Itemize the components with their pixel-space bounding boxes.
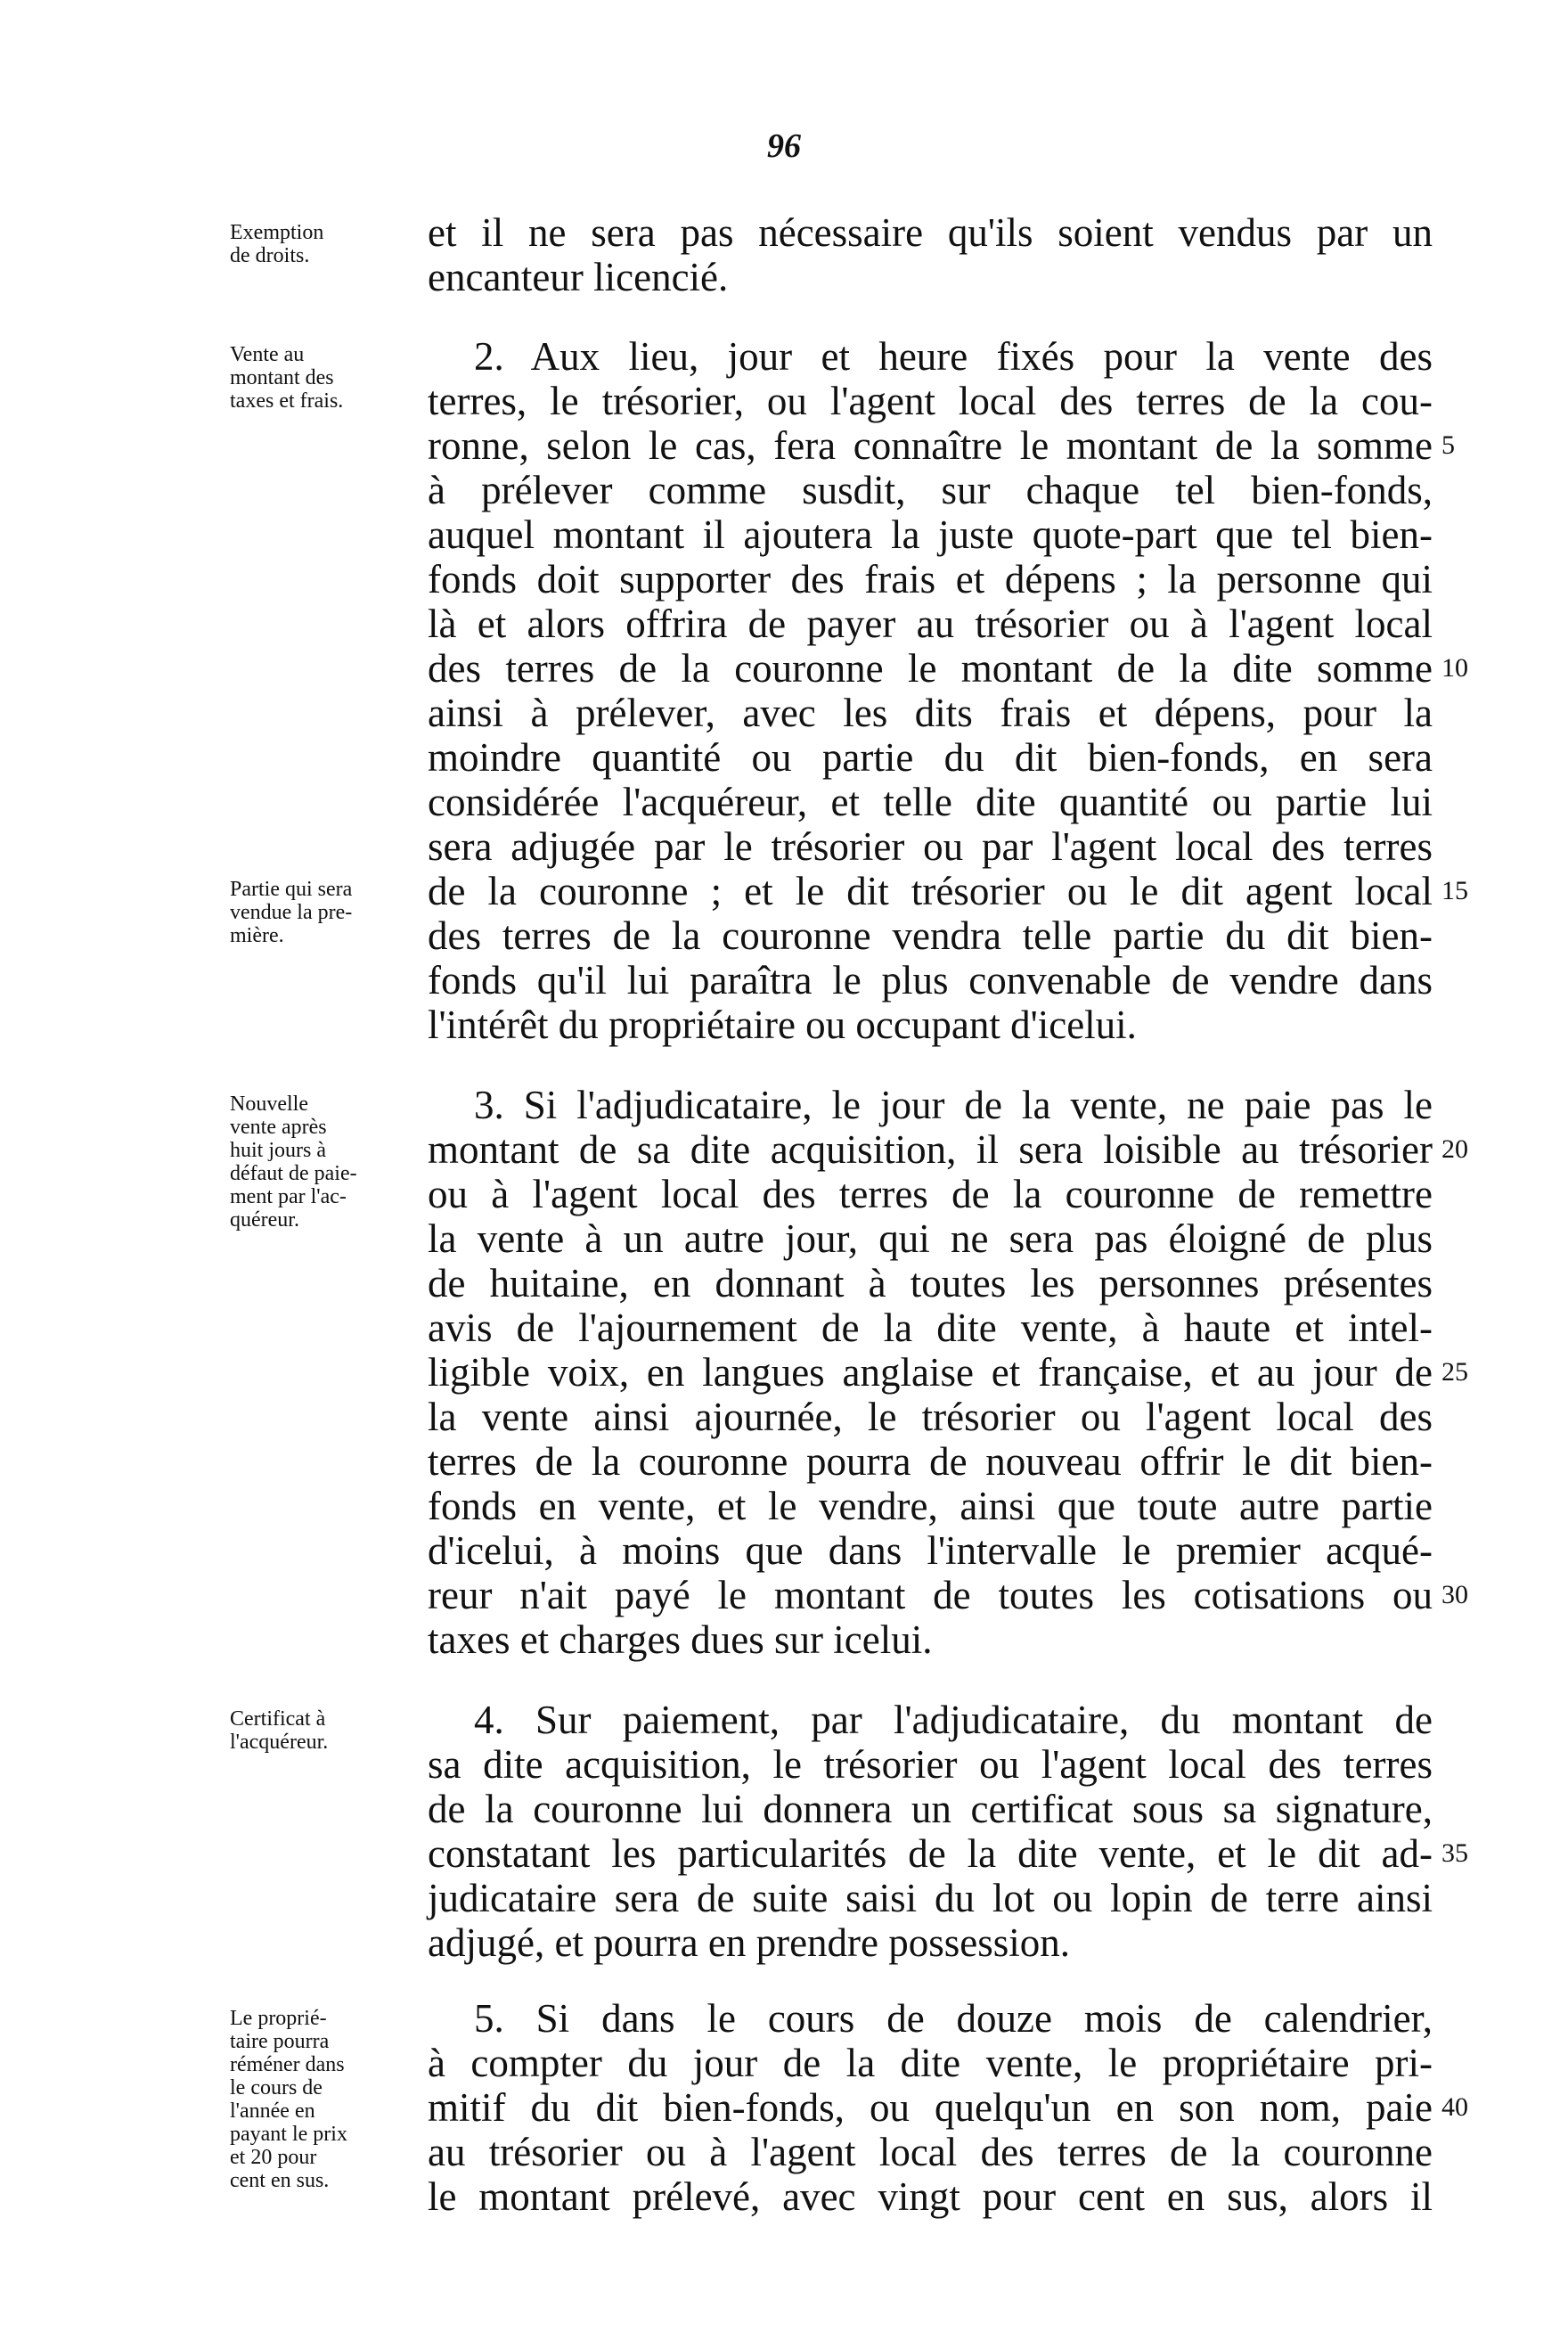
- margin-note-exemption: [230, 221, 408, 267]
- text-line: ronne, selon le cas, fera connaître le montant de la somme: [428, 423, 1433, 468]
- text-line: adjugé, et pourra en prendre possession.: [428, 1920, 1071, 1965]
- margin-note-line: Vente au: [230, 343, 305, 366]
- text-line: à prélever comme susdit, sur chaque tel bien-fonds,: [428, 468, 1433, 512]
- text-line: judicataire sera de suite saisi du lot ou lopin de terre ainsi: [428, 1876, 1433, 1920]
- text-line: 5. Si dans le cours de douze mois de calendrier,: [474, 1996, 1433, 2041]
- text-line: sa dite acquisition, le trésorier ou l'agent local des terres: [428, 1742, 1433, 1787]
- text-line: sera adjugée par le trésorier ou par l'agent local des terres: [428, 824, 1433, 869]
- text-line: mitif du dit bien-fonds, ou quelqu'un en son nom, paie: [428, 2085, 1433, 2130]
- margin-note-line: cent en sus.: [230, 2169, 330, 2192]
- text-line: fonds qu'il lui paraîtra le plus convenable de vendre dans: [428, 958, 1433, 1003]
- page-number: 96: [767, 127, 801, 165]
- text-line: considérée l'acquéreur, et telle dite quantité ou partie lui: [428, 780, 1433, 824]
- text-line: l'intérêt du propriétaire ou occupant d'icelui.: [428, 1003, 1137, 1047]
- line-number: 25: [1441, 1357, 1468, 1387]
- text-line: de la couronne lui donnera un certificat sous sa signature,: [428, 1787, 1433, 1831]
- text-line: 4. Sur paiement, par l'adjudicataire, du montant de: [474, 1698, 1433, 1742]
- margin-note-line: de droits.: [230, 244, 310, 267]
- margin-note-line: payant le prix: [230, 2123, 347, 2146]
- text-line: moindre quantité ou partie du dit bien-fonds, en sera: [428, 735, 1433, 780]
- margin-note-proprietaire: [230, 2007, 408, 2192]
- text-line: la vente à un autre jour, qui ne sera pas éloigné de plus: [428, 1216, 1433, 1261]
- text-line: terres de la couronne pourra de nouveau offrir le dit bien-: [428, 1439, 1433, 1484]
- margin-note-line: l'acquéreur.: [230, 1731, 329, 1754]
- margin-note-line: et 20 pour: [230, 2146, 317, 2169]
- text-line: taxes et charges dues sur icelui.: [428, 1617, 933, 1662]
- margin-note-line: vendue la pre-: [230, 901, 353, 924]
- margin-note-line: Partie qui sera: [230, 878, 353, 901]
- margin-note-nouvelle-vente: [230, 1093, 408, 1232]
- text-line: auquel montant il ajoutera la juste quote-part que tel bien-: [428, 512, 1433, 557]
- text-line: montant de sa dite acquisition, il sera loisible au trésorier: [428, 1127, 1433, 1172]
- text-line: le montant prélevé, avec vingt pour cent en sus, alors il: [428, 2174, 1433, 2219]
- text-line: ainsi à prélever, avec les dits frais et dépens, pour la: [428, 691, 1433, 735]
- margin-note-line: l'année en: [230, 2099, 315, 2123]
- text-line: et il ne sera pas nécessaire qu'ils soient vendus par un: [428, 210, 1433, 255]
- margin-note-line: huit jours à: [230, 1139, 326, 1162]
- line-number: 20: [1441, 1134, 1468, 1164]
- line-number: 35: [1441, 1838, 1468, 1868]
- text-line: la vente ainsi ajournée, le trésorier ou l'agent local des: [428, 1395, 1433, 1439]
- text-line: là et alors offrira de payer au trésorier ou à l'agent local: [428, 602, 1433, 646]
- margin-note-line: taxes et frais.: [230, 389, 344, 413]
- margin-note-line: quéreur.: [230, 1208, 299, 1232]
- text-line: fonds doit supporter des frais et dépens ; la personne qui: [428, 557, 1433, 602]
- margin-note-line: le cours de: [230, 2076, 323, 2099]
- margin-note-certificat: [230, 1707, 408, 1754]
- margin-note-line: ment par l'ac-: [230, 1185, 347, 1208]
- margin-note-line: Nouvelle: [230, 1093, 308, 1116]
- margin-note-line: Certificat à: [230, 1707, 326, 1731]
- text-line: encanteur licencié.: [428, 255, 729, 299]
- margin-note-line: réméner dans: [230, 2053, 345, 2076]
- text-line: 2. Aux lieu, jour et heure fixés pour la vente des: [474, 334, 1433, 379]
- margin-note-vente: [230, 343, 408, 413]
- margin-note-line: Exemption: [230, 221, 324, 244]
- text-line: fonds en vente, et le vendre, ainsi que toute autre partie: [428, 1484, 1433, 1528]
- text-line: des terres de la couronne vendra telle partie du dit bien-: [428, 913, 1433, 958]
- text-line: ou à l'agent local des terres de la couronne de remettre: [428, 1172, 1433, 1216]
- text-line: reur n'ait payé le montant de toutes les cotisations ou: [428, 1573, 1433, 1617]
- line-number: 15: [1441, 876, 1468, 905]
- margin-note-line: mière.: [230, 924, 284, 947]
- margin-note-partie: [230, 878, 408, 947]
- text-line: terres, le trésorier, ou l'agent local des terres de la cou-: [428, 379, 1433, 423]
- line-number: 5: [1441, 430, 1455, 460]
- margin-note-line: vente après: [230, 1116, 327, 1139]
- line-number: 10: [1441, 653, 1468, 683]
- margin-note-line: taire pourra: [230, 2030, 330, 2053]
- text-line: constatant les particularités de la dite vente, et le dit ad-: [428, 1831, 1433, 1876]
- line-number: 40: [1441, 2092, 1468, 2122]
- text-line: ligible voix, en langues anglaise et française, et au jour de: [428, 1350, 1433, 1395]
- margin-note-line: défaut de paie-: [230, 1162, 357, 1185]
- text-line: de huitaine, en donnant à toutes les personnes présentes: [428, 1261, 1433, 1305]
- text-line: au trésorier ou à l'agent local des terres de la couronne: [428, 2130, 1433, 2174]
- text-line: 3. Si l'adjudicataire, le jour de la vente, ne paie pas le: [474, 1083, 1433, 1127]
- line-number: 30: [1441, 1580, 1468, 1609]
- text-line: des terres de la couronne le montant de la dite somme: [428, 646, 1433, 691]
- text-line: à compter du jour de la dite vente, le propriétaire pri-: [428, 2041, 1433, 2085]
- margin-note-line: montant des: [230, 366, 334, 389]
- text-line: avis de l'ajournement de la dite vente, à haute et intel-: [428, 1305, 1433, 1350]
- margin-note-line: Le proprié-: [230, 2007, 327, 2030]
- text-line: d'icelui, à moins que dans l'intervalle le premier acqué-: [428, 1528, 1433, 1573]
- text-line: de la couronne ; et le dit trésorier ou le dit agent local: [428, 869, 1433, 913]
